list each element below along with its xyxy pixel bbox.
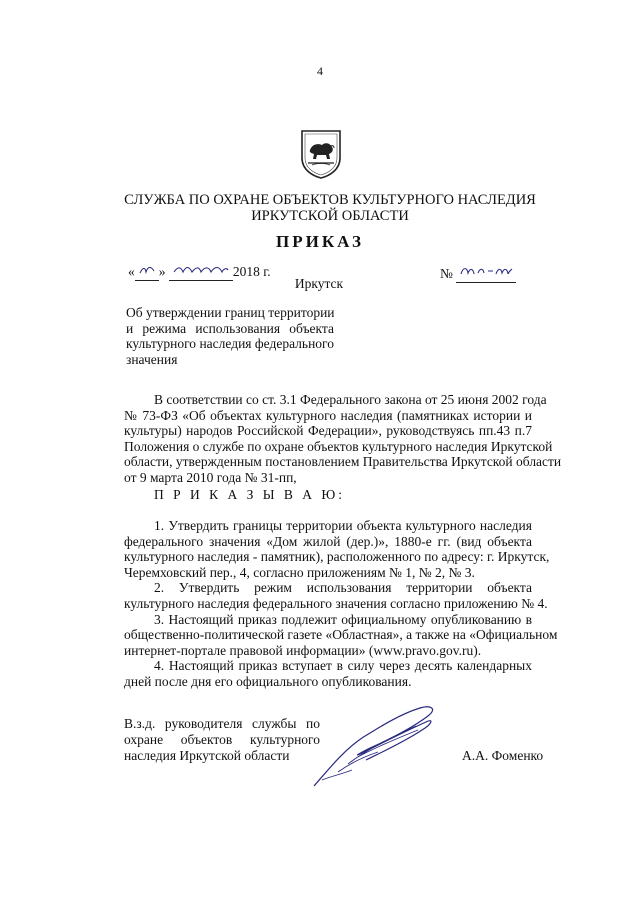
subject-line: культурного наследия федерального bbox=[126, 336, 334, 351]
item-line: дней после дня его официального опубликования. bbox=[124, 673, 412, 689]
order-item-4 bbox=[124, 658, 532, 689]
order-date bbox=[128, 264, 271, 281]
date-year: 2018 г. bbox=[232, 264, 271, 279]
date-open-quote: « bbox=[128, 264, 135, 279]
handwriting-mark-icon bbox=[138, 264, 156, 276]
order-item-2 bbox=[124, 580, 548, 611]
organization-name-line2: ИРКУТСКОЙ ОБЛАСТИ bbox=[251, 208, 409, 224]
item-line: федерального значения «Дом жилой (дер.)», 1880-е гг. (вид объекта bbox=[124, 533, 532, 549]
signer-position-line: охране объектов культурного bbox=[124, 732, 320, 747]
item-line: интернет-портале правовой информации» (www.pravo.gov.ru). bbox=[124, 642, 482, 658]
subject-line: Об утверждении границ территории bbox=[126, 305, 335, 320]
preamble-line: области, утвержденным постановлением Правительства Иркутской области bbox=[124, 454, 562, 470]
handwritten-month bbox=[169, 264, 233, 281]
document-title: ПРИКАЗ bbox=[276, 232, 364, 251]
order-item-1 bbox=[124, 518, 550, 580]
handwriting-mark-icon bbox=[459, 264, 513, 278]
item-line: культурного наследия - памятник), расположенного по адресу: г. Иркутск, bbox=[124, 549, 550, 565]
order-number bbox=[440, 264, 516, 283]
order-word: П Р И К А З Ы В А Ю: bbox=[154, 487, 346, 502]
subject-line: значения bbox=[126, 351, 178, 367]
item-line: общественно-политической газете «Областная», а также на «Официальном bbox=[124, 627, 558, 643]
signer-position bbox=[124, 716, 320, 764]
preamble-line: В соответствии со ст. 3.1 Федерального закона от 25 июня 2002 года bbox=[154, 392, 547, 407]
order-subject bbox=[126, 305, 334, 367]
preamble bbox=[124, 392, 562, 486]
preamble-line: № 73-ФЗ «Об объектах культурного наследия (памятниках истории и bbox=[124, 407, 532, 423]
signature-icon bbox=[308, 700, 448, 792]
coat-of-arms-icon bbox=[299, 128, 343, 180]
preamble-line: культуры) народов Российской Федерации», руководствуясь пп.43 п.7 bbox=[124, 423, 532, 439]
item-line: 3. Настоящий приказ подлежит официальному опубликованию в bbox=[154, 611, 532, 627]
order-item-3 bbox=[124, 611, 558, 659]
item-line: 1. Утвердить границы территории объекта культурного наследия bbox=[154, 518, 532, 533]
item-line: 4. Настоящий приказ вступает в силу через десять календарных bbox=[154, 658, 532, 674]
organization-name-line1: СЛУЖБА ПО ОХРАНЕ ОБЪЕКТОВ КУЛЬТУРНОГО НАСЛЕДИЯ bbox=[124, 192, 536, 208]
signer-position-line: наследия Иркутской области bbox=[124, 748, 290, 763]
signer-position-line: В.з.д. руководителя службы по bbox=[124, 716, 320, 731]
preamble-line: от 9 марта 2010 года № 31-пп, bbox=[124, 469, 297, 485]
handwritten-day bbox=[135, 264, 159, 281]
date-close-quote: » bbox=[158, 264, 166, 279]
item-line: Черемховский пер., 4, согласно приложениям № 1, № 2, № 3. bbox=[124, 564, 475, 580]
item-line: 2. Утвердить режим использования территории объекта bbox=[154, 580, 532, 596]
signer-name: А.А. Фоменко bbox=[462, 748, 544, 763]
number-prefix: № bbox=[440, 266, 453, 281]
page-number: 4 bbox=[317, 64, 323, 78]
subject-line: и режима использования объекта bbox=[126, 320, 334, 336]
handwritten-number bbox=[456, 264, 516, 283]
handwriting-mark-icon bbox=[172, 264, 230, 276]
order-items bbox=[124, 518, 558, 690]
item-line: культурного наследия федерального значения согласно приложению № 4. bbox=[124, 595, 548, 611]
city: Иркутск bbox=[294, 276, 344, 291]
preamble-line: Положения о службе по охране объектов культурного наследия Иркутской bbox=[124, 438, 553, 454]
